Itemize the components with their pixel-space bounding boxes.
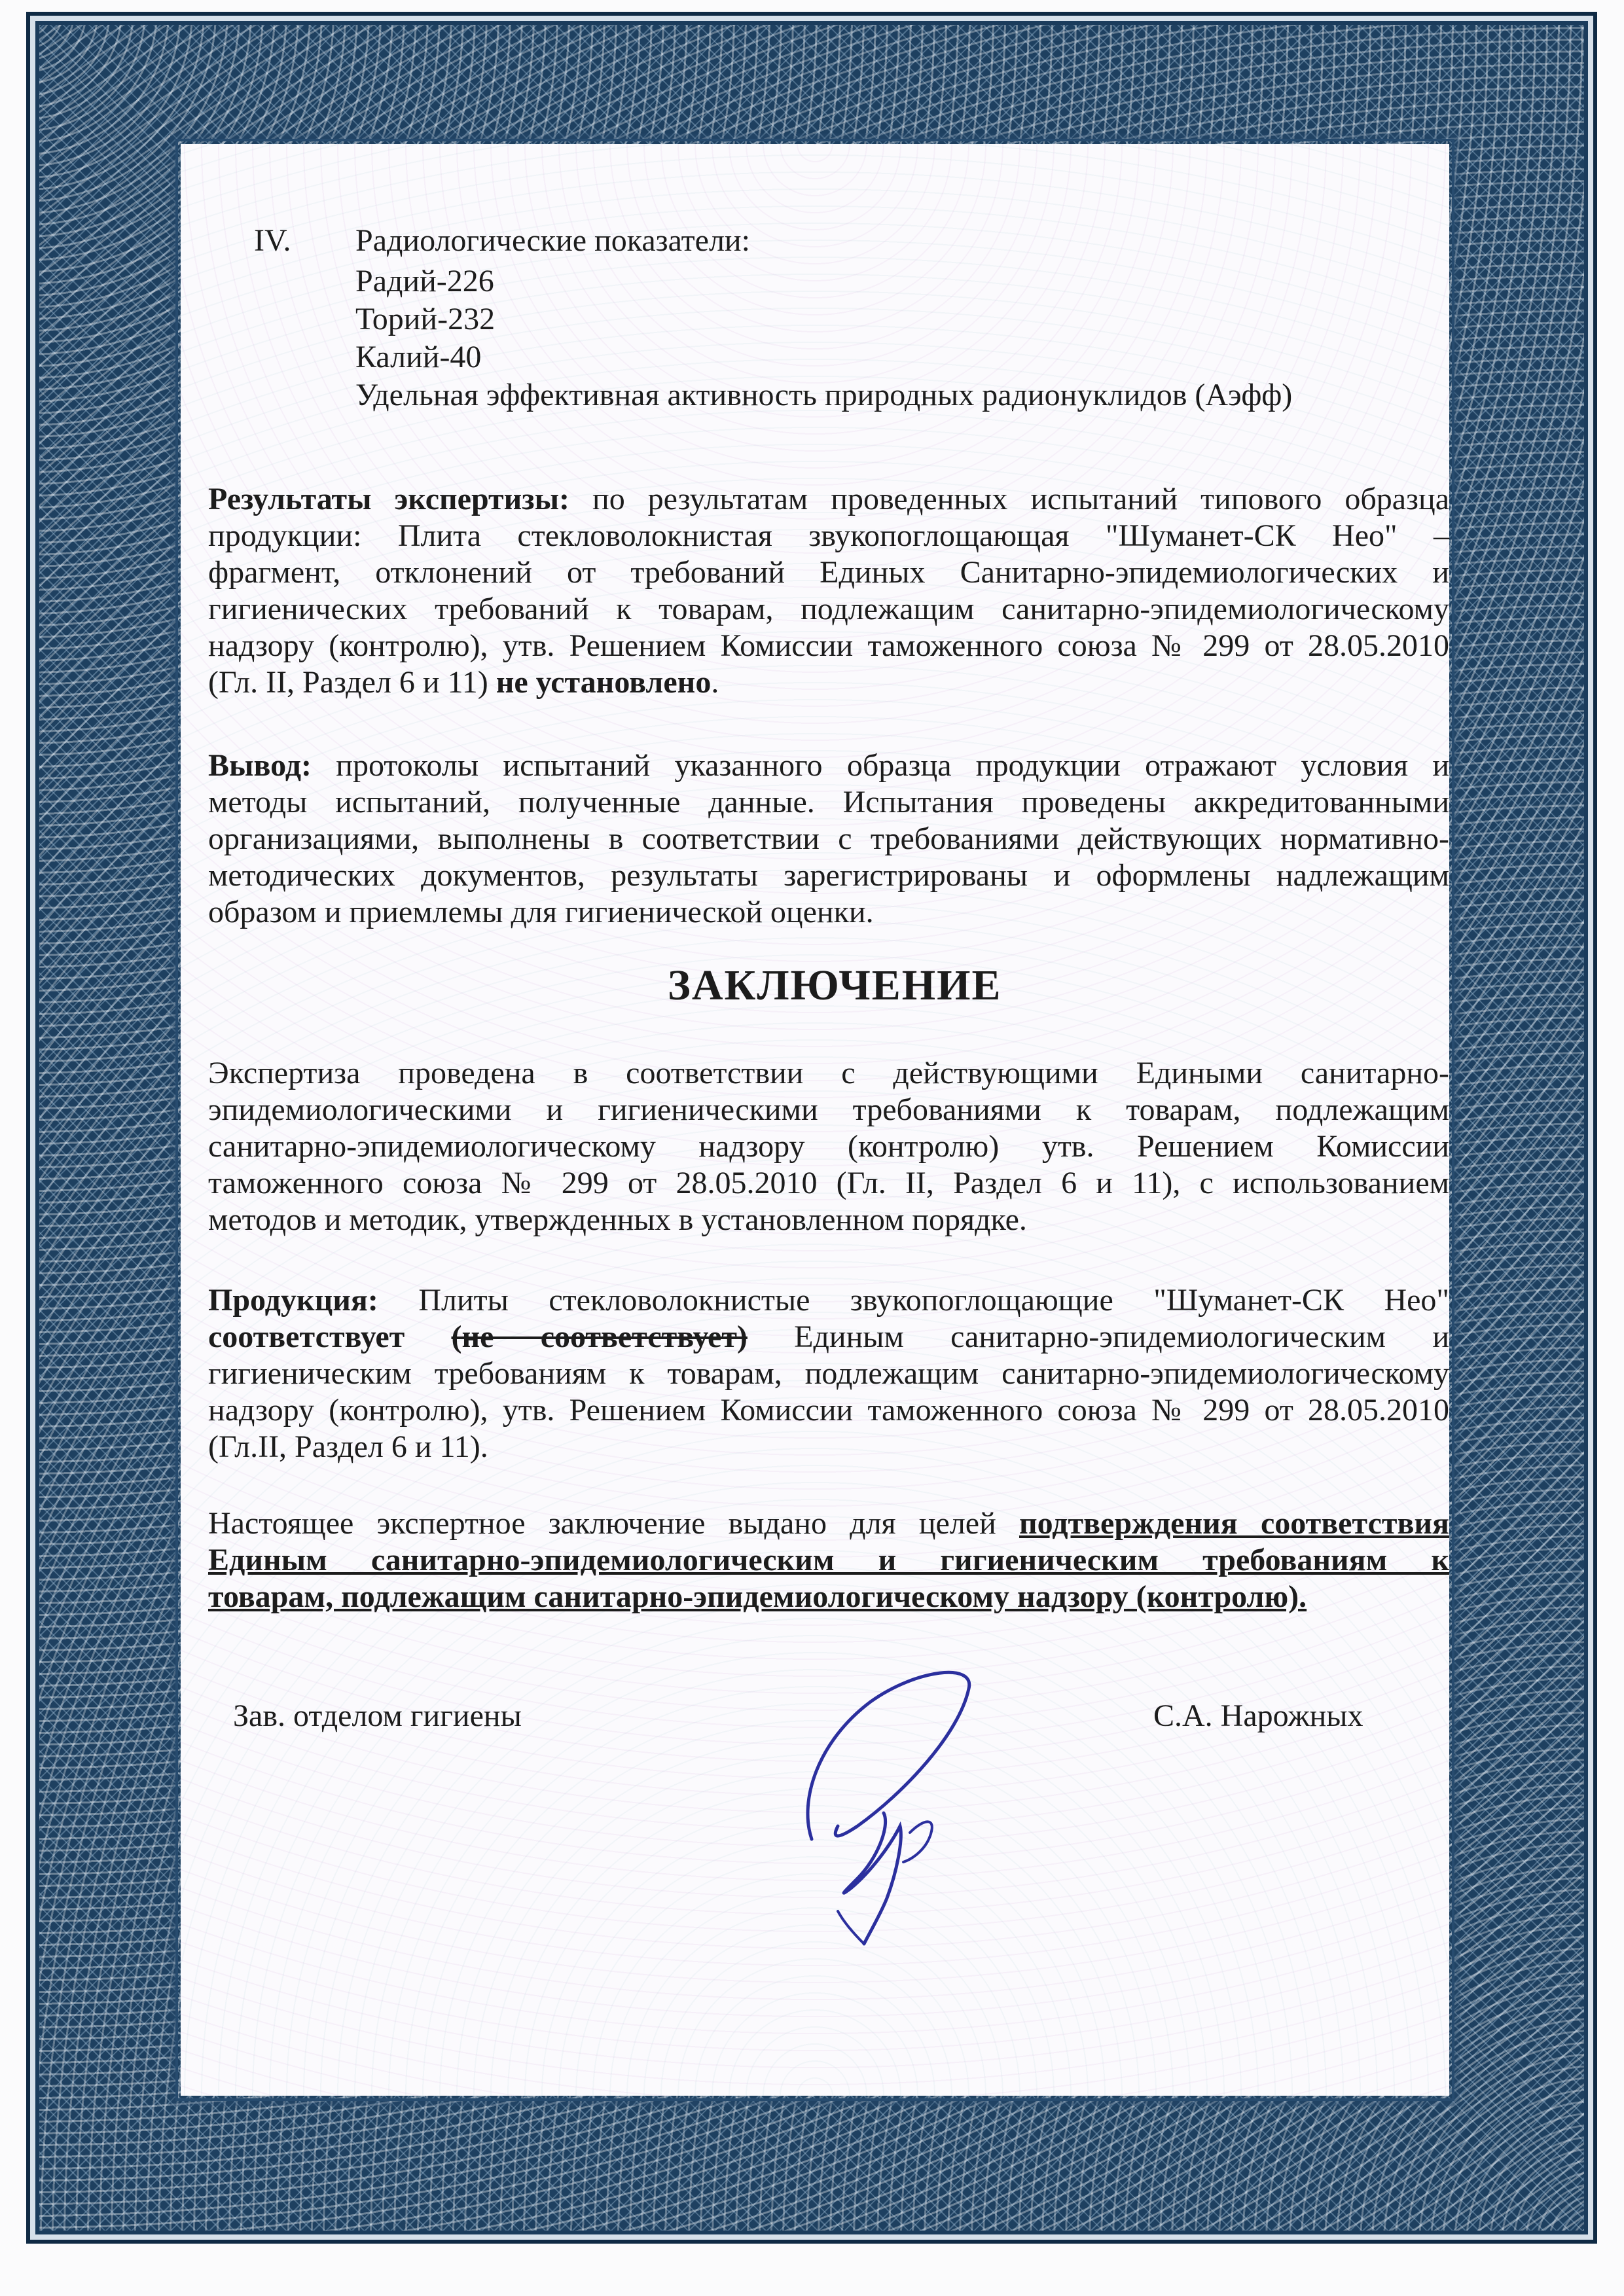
complies-text: соответствует xyxy=(208,1319,405,1354)
document-heading: ЗАКЛЮЧЕНИЕ xyxy=(668,961,1002,1009)
expertise-line: санитарно-эпидемиологическому надзору (контролю) утв. Решением Комиссии xyxy=(208,1129,1449,1164)
signatory-name: С.А. Нарожных xyxy=(1153,1698,1363,1733)
results-line: Результаты экспертизы: по результатам проведенных испытаний типового образца xyxy=(208,482,1449,516)
conclusion-line: образом и приемлемы для гигиенической оценки. xyxy=(208,895,874,929)
results-line: гигиенических требований к товарам, подлежащим санитарно-эпидемиологическому xyxy=(208,592,1449,626)
section-item: Радий-226 xyxy=(355,264,494,298)
purpose-line: товарам, подлежащим санитарно-эпидемиологическому надзору (контролю). xyxy=(208,1579,1307,1614)
results-line: (Гл. II, Раздел 6 и 11) не установлено. xyxy=(208,665,719,700)
results-line: надзору (контролю), утв. Решением Комиссии таможенного союза № 299 от 28.05.2010 xyxy=(208,628,1449,663)
product-label: Продукция: xyxy=(208,1283,378,1318)
purpose-line: Единым санитарно-эпидемиологическим и гигиеническим требованиям к xyxy=(208,1543,1449,1577)
results-emphasis: не установлено xyxy=(496,665,712,700)
conclusion-line: методы испытаний, полученные данные. Испытания проведены аккредитованными xyxy=(208,785,1449,819)
section-title: Радиологические показатели: xyxy=(355,223,750,258)
expertise-line: методов и методик, утвержденных в установленном порядке. xyxy=(208,1202,1027,1237)
product-line: надзору (контролю), утв. Решением Комиссии таможенного союза № 299 от 28.05.2010 xyxy=(208,1393,1449,1427)
conclusion-line: Вывод: протоколы испытаний указанного образца продукции отражают условия и xyxy=(208,748,1450,783)
expertise-line: таможенного союза № 299 от 28.05.2010 (Гл. II, Раздел 6 и 11), с использованием xyxy=(208,1166,1449,1200)
section-item: Удельная эффективная активность природных радионуклидов (Аэфф) xyxy=(355,378,1293,412)
product-line: гигиеническим требованиям к товарам, подлежащим санитарно-эпидемиологическому xyxy=(208,1356,1449,1391)
signatory-position: Зав. отделом гигиены xyxy=(233,1698,522,1733)
conclusion-label: Вывод: xyxy=(208,748,312,783)
purpose-bold: подтверждения соответствия xyxy=(1019,1506,1450,1541)
handwritten-signature xyxy=(759,1662,995,1950)
results-line: фрагмент, отклонений от требований Единых Санитарно-эпидемиологических и xyxy=(208,555,1449,590)
not-complies-struck: (не соответствует) xyxy=(451,1319,748,1354)
results-label: Результаты экспертизы: xyxy=(208,482,570,516)
section-item: Калий-40 xyxy=(355,340,482,374)
section-numeral: IV. xyxy=(254,223,291,258)
expertise-line: эпидемиологическими и гигиеническими требованиями к товарам, подлежащим xyxy=(208,1092,1449,1127)
conclusion-line: организациями, выполнены в соответствии с требованиями действующих нормативно- xyxy=(208,821,1449,856)
product-line: соответствует (не соответствует) Единым санитарно-эпидемиологическим и xyxy=(208,1319,1450,1354)
product-line: (Гл.II, Раздел 6 и 11). xyxy=(208,1429,488,1464)
results-line: продукции: Плита стекловолокнистая звукопоглощающая "Шуманет-СК Нео" – xyxy=(208,518,1449,553)
conclusion-line: методических документов, результаты зарегистрированы и оформлены надлежащим xyxy=(208,858,1449,893)
purpose-line: Настоящее экспертное заключение выдано для целей подтверждения соответствия xyxy=(208,1506,1450,1541)
expertise-line: Экспертиза проведена в соответствии с действующими Едиными санитарно- xyxy=(208,1056,1449,1090)
product-line: Продукция: Плиты стекловолокнистые звукопоглощающие "Шуманет-СК Нео" xyxy=(208,1283,1450,1318)
section-item: Торий-232 xyxy=(355,302,496,336)
